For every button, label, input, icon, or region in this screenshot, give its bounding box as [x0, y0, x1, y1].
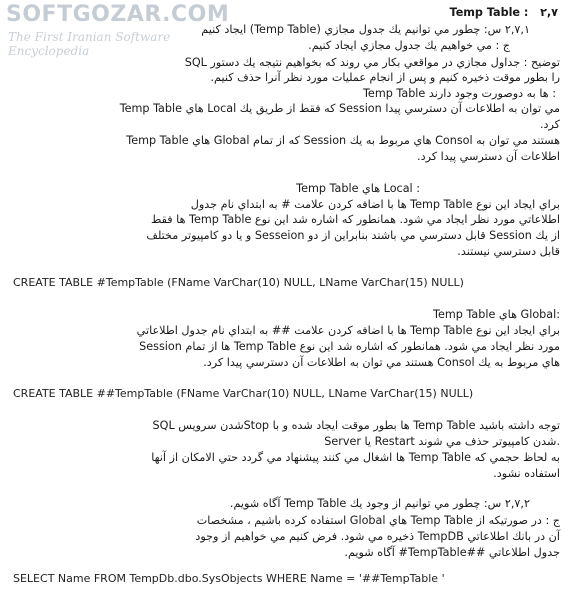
paragraph-line: كرد. — [539, 118, 560, 131]
paragraph-line: به لحاظ حجمي كه Temp Table ها اشغال مي كنند پيشنهاد مي گردد حتي الامكان از آنها — [151, 451, 560, 464]
code-line: CREATE TABLE #TempTable (FName VarChar(10) NULL, LName VarChar(15) NULL) — [13, 276, 464, 289]
paragraph-line: براي ايجاد اين نوع Temp Table ها با اضافه كردن علامت ## به ابتداي نام جدول اطلاعاتي — [136, 324, 560, 337]
question-1: ۲,۷,۱ س: چطور مي توانيم يك جدول مجازي (Temp Table) ايجاد كنيم — [201, 23, 530, 36]
paragraph-line: استفاده نشود. — [493, 467, 560, 480]
paragraph-line: آن در بانك اطلاعاتي TempDB ذخيره مي شود. فرض كنيم مي خواهيم از وجود — [195, 530, 560, 543]
paragraph-line: Server يا Restart شدن كامپيوتر حذف مي شوند. — [324, 435, 560, 448]
paragraph-line: Temp Table هاي Local كه فقط از طريق يك Session مي توان به اطلاعات آن دسترسي پيدا — [119, 102, 560, 115]
paragraph-line: توجه داشته باشيد Temp Table ها بطور موقت ايجاد شده و با Stopشدن سرويس SQL — [152, 419, 560, 432]
paragraph-line: مورد نظر ايجاد مي شود. همانطور كه اشاره شد اين نوع Temp Table ها از تمام Session — [139, 340, 560, 353]
paragraph-line: توضيح : جداول مجازي در مواقعي بكار مي روند كه بخواهيم نتيجه يك دستور SQL — [184, 56, 560, 69]
paragraph-line: براي ايجاد اين نوع Temp Table ها با اضافه كردن علامت # به ابتداي نام جدول — [190, 198, 560, 211]
subheading-global: Temp Table هاي Global: — [433, 308, 560, 321]
code-line: CREATE TABLE ##TempTable (FName VarChar(10) NULL, LName VarChar(15) NULL) — [13, 387, 474, 400]
code-line: SELECT Name FROM TempDb.dbo.SysObjects WHERE Name = '##TempTable ' — [13, 572, 445, 585]
watermark-subtitle: The First Iranian Software Encyclopedia — [8, 30, 171, 58]
paragraph-line: را بطور موقت ذخيره كنيم و پس از انجام عمليات مورد نظر آنرا حذف كنيم. — [210, 71, 560, 84]
question-2: ۲,۷,۲ س: چطور مي توانيم از وجود يك Temp Table آگاه شويم. — [229, 497, 530, 510]
paragraph-line: Temp Table ها به دوصورت وجود دارند : — [363, 87, 556, 100]
paragraph-line: هاي مربوط به يك Consol هستند مي توان به اطلاعات آن دسترسي پيدا كرد. — [203, 356, 560, 369]
paragraph-line: اطلاعات آن دسترسي پيدا كرد. — [417, 150, 560, 163]
section-title: Temp Table : — [449, 6, 529, 19]
paragraph-line: قابل دسترسي نيستند. — [457, 245, 560, 258]
answer-1: ج : مي خواهيم يك جدول مجازي ايجاد كنيم. — [308, 39, 510, 52]
answer-2: ج : در صورتيكه از Temp Table هاي Global استفاده كرده باشيم ، مشخصات — [196, 514, 560, 527]
paragraph-line: از يك Session قابل دسترسي مي باشند بنابراين از دو Sesseion و يا دو كامپيوتر مختلف — [146, 229, 560, 242]
section-number: ۲,۷ — [540, 6, 558, 19]
section-heading — [450, 6, 558, 20]
paragraph-line: جدول اطلاعاتي ##TempTable# آگاه شويم. — [344, 546, 560, 559]
subheading-local: Temp Table هاي Local : — [296, 182, 420, 195]
watermark-brand: SOFTGOZAR.COM — [6, 2, 230, 27]
paragraph-line: اطلاعاتي مورد نظر ايجاد مي شود. همانطور كه اشاره شد اين نوع Temp Table ها فقط — [150, 213, 560, 226]
paragraph-line: Temp Table هاي Global كه از تمام Session هاي مربوط به يك Consol هستند مي توان به — [126, 134, 560, 147]
